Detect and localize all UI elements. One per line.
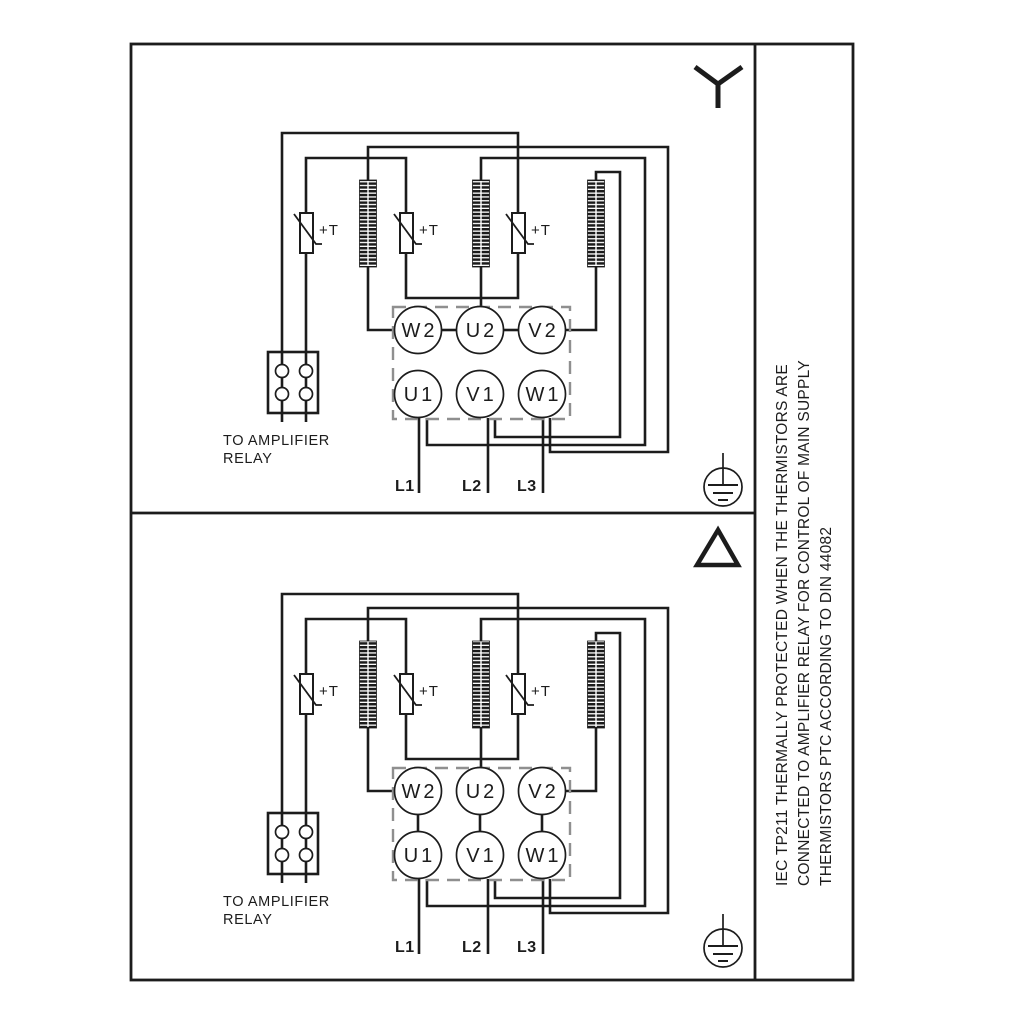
supply-line-label: L1: [395, 939, 415, 956]
relay-terminal-pin: [300, 365, 313, 378]
thermistor-symbol: [400, 674, 413, 714]
wire: [306, 619, 406, 674]
relay-caption-line-1: TO AMPLIFIER: [223, 894, 330, 910]
relay-terminal-pin: [276, 388, 289, 401]
thermistor-label: +T: [419, 683, 439, 700]
terminal-circle-label: W2: [401, 781, 438, 803]
relay-terminal-block: [268, 352, 318, 413]
star-connection-icon: [718, 67, 742, 84]
thermistor-symbol: [400, 213, 413, 253]
side-note-text: [772, 360, 838, 886]
terminal-circle-label: U2: [465, 781, 498, 803]
terminal-circle-label: V1: [466, 384, 497, 406]
thermistor-symbol: [300, 674, 313, 714]
terminal-circle-label: V1: [466, 845, 497, 867]
thermistor-symbol: [512, 674, 525, 714]
wire: [406, 714, 518, 759]
terminal-circle-label: U2: [465, 320, 498, 342]
relay-terminal-pin: [300, 826, 313, 839]
relay-terminal-block: [268, 813, 318, 874]
supply-line-label: L3: [517, 478, 537, 495]
wire: [368, 728, 394, 791]
wire: [368, 267, 394, 330]
relay-terminal-pin: [276, 849, 289, 862]
thermistor-symbol: [512, 213, 525, 253]
terminal-circle-label: W1: [525, 845, 562, 867]
side-note-line-2: CONNECTED TO AMPLIFIER RELAY FOR CONTROL OF MAIN SUPPLY: [796, 360, 813, 886]
wire: [406, 253, 518, 298]
delta-connection-icon: [697, 530, 738, 565]
relay-terminal-pin: [300, 388, 313, 401]
side-note-column: [757, 44, 853, 980]
side-note-line-1: IEC TP211 THERMALLY PROTECTED WHEN THE THERMISTORS ARE: [774, 364, 791, 886]
thermistor-label: +T: [531, 222, 551, 239]
side-note-line-3: THERMISTORS PTC ACCORDING TO DIN 44082: [818, 526, 835, 886]
relay-caption-line-1: TO AMPLIFIER: [223, 433, 330, 449]
supply-line-label: L3: [517, 939, 537, 956]
relay-terminal-pin: [276, 826, 289, 839]
terminal-circle-label: W2: [401, 320, 438, 342]
thermistor-symbol: [300, 213, 313, 253]
thermistor-label: +T: [319, 222, 339, 239]
panel-delta-connection: [223, 530, 742, 967]
supply-line-label: L1: [395, 478, 415, 495]
terminal-circle-label: W1: [525, 384, 562, 406]
terminal-circle-label: U1: [403, 845, 436, 867]
panel-star-connection: [223, 67, 742, 506]
thermistor-label: +T: [319, 683, 339, 700]
wire: [306, 158, 406, 213]
thermistor-label: +T: [531, 683, 551, 700]
relay-terminal-pin: [300, 849, 313, 862]
terminal-circle-label: V2: [528, 781, 559, 803]
terminal-circle-label: U1: [403, 384, 436, 406]
relay-caption-line-2: RELAY: [223, 912, 273, 928]
relay-terminal-pin: [276, 365, 289, 378]
supply-line-label: L2: [462, 478, 482, 495]
star-connection-icon: [695, 67, 718, 84]
supply-line-label: L2: [462, 939, 482, 956]
terminal-circle-label: V2: [528, 320, 559, 342]
thermistor-label: +T: [419, 222, 439, 239]
relay-caption-line-2: RELAY: [223, 451, 273, 467]
